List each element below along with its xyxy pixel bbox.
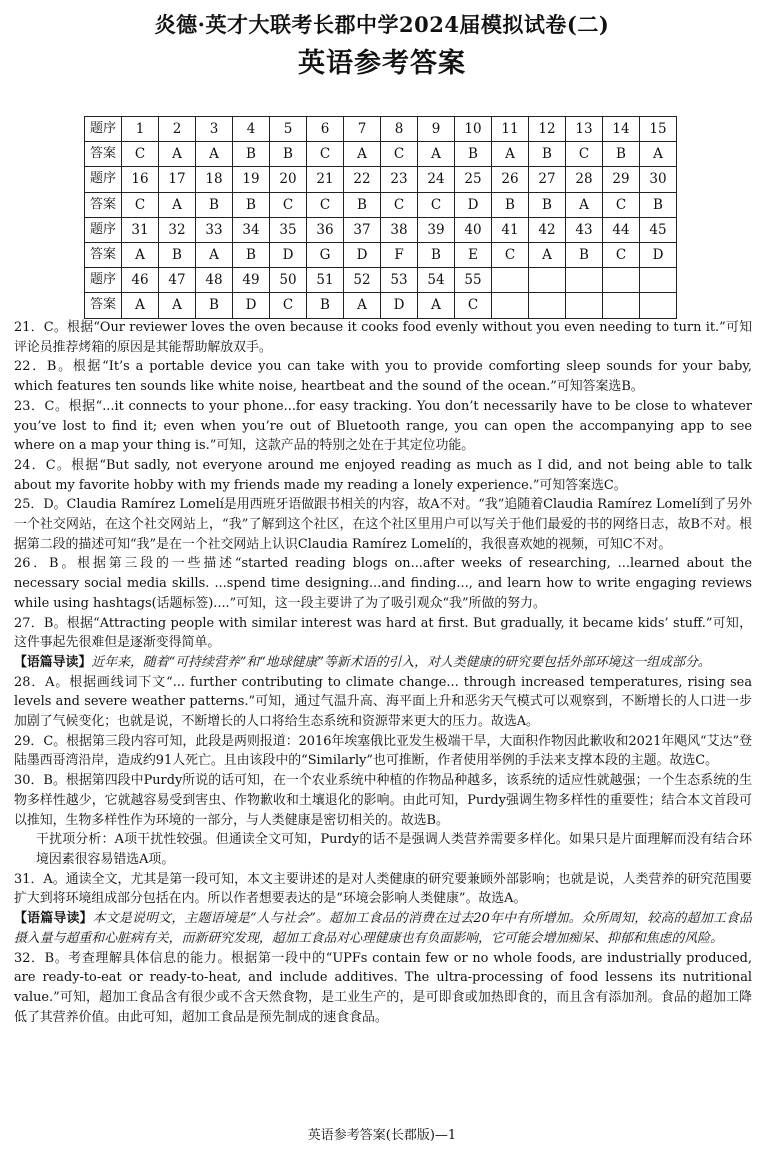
answer-cell: E bbox=[455, 242, 492, 267]
explanation-26: 26．B。根据第三段的一些描述“started reading blogs on...after weeks of researching, ...learned about the necessary social media skills. ...spend time designing...and finding..., and learn how to write engaging reviews while using hashtags(话题标签)....”可知，这一段主要讲了为了吸引观众“我”所做的努力。 bbox=[14, 556, 752, 611]
question-number-cell: 34 bbox=[233, 217, 270, 242]
answer-cell bbox=[566, 293, 603, 318]
question-number-cell: 8 bbox=[381, 117, 418, 142]
answer-cell: B bbox=[640, 192, 677, 217]
question-number-cell: 20 bbox=[270, 167, 307, 192]
question-number-cell: 2 bbox=[159, 117, 196, 142]
answer-cell: B bbox=[233, 242, 270, 267]
answer-cell: A bbox=[196, 142, 233, 167]
question-number-row bbox=[85, 217, 677, 242]
explanation-28: 28．A。根据画线词下文“... further contributing to climate change... through increased temperatures, rising sea levels and severe weather patterns.”可知，通过气温升高、海平面上升和恶劣天气模式可以观察到，不断增长的人口进一步加剧了气候变化；也就是说，不断增长的人口将给生态系统和资源带来更大的压力。故选A。 bbox=[14, 674, 752, 730]
question-number-cell: 45 bbox=[640, 217, 677, 242]
question-number-cell: 43 bbox=[566, 217, 603, 242]
explanation-32: 32．B。考查理解具体信息的能力。根据第一段中的“UPFs contain few or no whole foods, are industrially produced, are ready-to-eat or ready-to-heat, and include additives. The ultra-processing of food lessens its nutritional value.”可知，超加工食品含有很少或不含天然食物，是工业生产的，是可即食或加热即食的，而且含有添加剂。食品的超加工降低了其营养价值。由此可知，超加工食品是预先制成的速食食品。 bbox=[14, 950, 752, 1025]
question-number-row bbox=[85, 167, 677, 192]
answer-cell: C bbox=[122, 192, 159, 217]
answer-cell: A bbox=[122, 293, 159, 318]
question-number-cell: 25 bbox=[455, 167, 492, 192]
question-number-row-label: 题序 bbox=[85, 117, 122, 142]
question-number-cell: 52 bbox=[344, 268, 381, 293]
question-number-cell: 30 bbox=[640, 167, 677, 192]
guide-text: 近年来，随着“可持续营养”和“地球健康”等新术语的引入，对人类健康的研究要包括外部环境这一组成部分。 bbox=[91, 654, 711, 670]
question-number-cell: 15 bbox=[640, 117, 677, 142]
answer-cell: B bbox=[455, 142, 492, 167]
explanation-23: 23．C。根据“...it connects to your phone...for easy tracking. You don’t necessarily have to be close to whatever you’ve lost to find it; even when you’re out of Bluetooth range, you can open the accompanying app to see where on a map your thing is.”可知，这款产品的特别之处在于其定位功能。 bbox=[14, 398, 752, 454]
explanation-25: 25．D。Claudia Ramírez Lomelí是用西班牙语做跟书相关的内容，故A不对。“我”追随着Claudia Ramírez Lomelí到了另外一个社交网站，在这个社交网站上，“我”了解到这个社区，在这个社区里用户可以写关于他们最爱的书的网络日志，故B不对。根据第二段的描述可知“我”是在一个社交网站上认识Claudia Ramírez Lomelí的，我很喜欢她的视频，可知C不对。 bbox=[14, 497, 752, 552]
answer-row bbox=[85, 293, 677, 318]
explanation-22: 22．B。根据“It’s a portable device you can take with you to provide comforting sleep sounds for your baby, which features ten sounds like white noise, heartbeat and the sound of the ocean.”可知答案选B。 bbox=[14, 359, 752, 395]
answer-table bbox=[84, 116, 677, 319]
question-number-cell: 1 bbox=[122, 117, 159, 142]
question-number-cell: 41 bbox=[492, 217, 529, 242]
explanation-31: 31．A。通读全文，尤其是第一段可知，本文主要讲述的是对人类健康的研究要兼顾外部影响；也就是说，人类营养的研究范围要扩大到将环境组成部分包括在内。所以作者想要表达的是“环境会影响人类健康”。故选A。 bbox=[14, 871, 752, 907]
answer-cell bbox=[640, 293, 677, 318]
question-number-cell: 48 bbox=[196, 268, 233, 293]
answer-cell: A bbox=[418, 293, 455, 318]
answer-cell: C bbox=[270, 192, 307, 217]
question-number-row bbox=[85, 117, 677, 142]
question-number-cell: 29 bbox=[603, 167, 640, 192]
question-number-cell: 28 bbox=[566, 167, 603, 192]
explanation-29: 29．C。根据第三段内容可知，此段是两则报道：2016年埃塞俄比亚发生极端干旱，大面积作物因此歉收和2021年飓风“艾达”登陆墨西哥湾沿岸，造成约91人死亡。且由该段中的“Similarly”也可推断，作者使用举例的手法来支撑本段的主题。故选C。 bbox=[14, 733, 752, 769]
question-number-cell: 40 bbox=[455, 217, 492, 242]
answer-cell: A bbox=[159, 293, 196, 318]
question-number-cell: 5 bbox=[270, 117, 307, 142]
passage-guide-1 bbox=[14, 653, 752, 673]
question-number-cell: 51 bbox=[307, 268, 344, 293]
answer-cell: B bbox=[270, 142, 307, 167]
question-number-cell: 32 bbox=[159, 217, 196, 242]
answer-cell: C bbox=[307, 142, 344, 167]
question-number-cell: 26 bbox=[492, 167, 529, 192]
question-number-cell: 10 bbox=[455, 117, 492, 142]
answer-row-label: 答案 bbox=[85, 242, 122, 267]
answer-cell: D bbox=[640, 242, 677, 267]
question-number-cell: 27 bbox=[529, 167, 566, 192]
answer-cell: C bbox=[307, 192, 344, 217]
answer-cell: D bbox=[344, 242, 381, 267]
question-number-cell: 42 bbox=[529, 217, 566, 242]
answer-cell: A bbox=[344, 142, 381, 167]
explanation-27: 27．B。根据“Attracting people with similar interest was hard at first. But gradually, it became kids’ stuff.”可知，这件事起先很难但是逐渐变得简单。 bbox=[14, 615, 752, 651]
answer-cell: C bbox=[381, 142, 418, 167]
answer-cell: A bbox=[529, 242, 566, 267]
guide-label: 【语篇导读】 bbox=[14, 911, 93, 927]
answer-cell: B bbox=[603, 142, 640, 167]
guide-label: 【语篇导读】 bbox=[14, 654, 92, 670]
answer-cell: B bbox=[159, 242, 196, 267]
question-number-cell: 13 bbox=[566, 117, 603, 142]
explanation-24: 24．C。根据“But sadly, not everyone around me enjoyed reading as much as I did, and not being able to talk about my favorite hobby with my friends made my reading a lonely experience.”可知答案选C。 bbox=[14, 457, 752, 493]
guide-text: 本文是说明文，主题语境是“人与社会”。超加工食品的消费在过去20年中有所增加。众所周知，较高的超加工食品摄入量与超重和心脏病有关，而新研究发现，超加工食品对心理健康也有负面影响，它可能会增加痴呆、抑郁和焦虑的风险。 bbox=[14, 911, 752, 946]
question-number-row-label: 题序 bbox=[85, 167, 122, 192]
answer-cell: C bbox=[566, 142, 603, 167]
question-number-cell: 53 bbox=[381, 268, 418, 293]
answer-cell: B bbox=[344, 192, 381, 217]
question-number-cell: 24 bbox=[418, 167, 455, 192]
answer-cell: G bbox=[307, 242, 344, 267]
answer-cell: C bbox=[603, 242, 640, 267]
question-number-cell: 31 bbox=[122, 217, 159, 242]
question-number-cell: 35 bbox=[270, 217, 307, 242]
question-number-cell: 14 bbox=[603, 117, 640, 142]
question-number-cell: 19 bbox=[233, 167, 270, 192]
answer-cell: A bbox=[196, 242, 233, 267]
answer-cell: C bbox=[381, 192, 418, 217]
question-number-cell: 33 bbox=[196, 217, 233, 242]
answer-cell: C bbox=[455, 293, 492, 318]
question-number-cell: 38 bbox=[381, 217, 418, 242]
question-number-cell: 37 bbox=[344, 217, 381, 242]
question-number-cell: 18 bbox=[196, 167, 233, 192]
answer-cell: D bbox=[270, 242, 307, 267]
question-number-cell: 17 bbox=[159, 167, 196, 192]
question-number-cell bbox=[603, 268, 640, 293]
answer-cell: C bbox=[270, 293, 307, 318]
answer-cell: B bbox=[566, 242, 603, 267]
question-number-cell: 39 bbox=[418, 217, 455, 242]
question-number-cell: 6 bbox=[307, 117, 344, 142]
answer-row-label: 答案 bbox=[85, 192, 122, 217]
answer-row bbox=[85, 242, 677, 267]
answer-cell bbox=[529, 293, 566, 318]
answer-cell: A bbox=[159, 142, 196, 167]
answer-row-label: 答案 bbox=[85, 142, 122, 167]
question-number-cell: 54 bbox=[418, 268, 455, 293]
answer-cell: B bbox=[492, 192, 529, 217]
question-number-cell: 46 bbox=[122, 268, 159, 293]
answer-cell: B bbox=[529, 192, 566, 217]
answer-cell: C bbox=[603, 192, 640, 217]
explanation-30: 30．B。根据第四段中Purdy所说的话可知，在一个农业系统中种植的作物品种越多，该系统的适应性就越强；一个生态系统的生物多样性越少，它就越容易受到害虫、作物歉收和土壤退化的影响。由此可知，Purdy强调生物多样性的重要性；结合本文首段可以推知，生物多样性作为环境的一部分，与人类健康是密切相关的。故选B。 bbox=[14, 773, 752, 828]
answer-cell: B bbox=[196, 192, 233, 217]
question-number-cell bbox=[566, 268, 603, 293]
answer-cell: D bbox=[233, 293, 270, 318]
answer-cell: A bbox=[492, 142, 529, 167]
answer-cell bbox=[603, 293, 640, 318]
page-footer: 英语参考答案(长郡版)—1 bbox=[307, 1128, 457, 1143]
answer-cell: A bbox=[122, 242, 159, 267]
question-number-cell bbox=[492, 268, 529, 293]
answer-cell: D bbox=[455, 192, 492, 217]
question-number-cell: 16 bbox=[122, 167, 159, 192]
question-number-cell: 50 bbox=[270, 268, 307, 293]
answer-cell: A bbox=[640, 142, 677, 167]
exam-title: 炎德·英才大联考长郡中学2024届模拟试卷(二) bbox=[154, 12, 610, 37]
question-number-cell: 4 bbox=[233, 117, 270, 142]
answer-cell: A bbox=[344, 293, 381, 318]
explanation-30-distractor: 干扰项分析：A项干扰性较强。但通读全文可知，Purdy的话不是强调人类营养需要多样化。如果只是片面理解而没有结合环境因素很容易错选A项。 bbox=[36, 832, 752, 867]
passage-guide-2 bbox=[14, 909, 752, 948]
question-number-row bbox=[85, 268, 677, 293]
page-subtitle: 英语参考答案 bbox=[298, 48, 466, 79]
question-number-cell: 9 bbox=[418, 117, 455, 142]
question-number-cell: 23 bbox=[381, 167, 418, 192]
question-number-cell: 22 bbox=[344, 167, 381, 192]
explanations bbox=[14, 318, 752, 1027]
question-number-cell: 3 bbox=[196, 117, 233, 142]
answer-cell: B bbox=[196, 293, 233, 318]
question-number-cell: 36 bbox=[307, 217, 344, 242]
answer-row bbox=[85, 192, 677, 217]
answer-cell: F bbox=[381, 242, 418, 267]
explanation-21: 21．C。根据“Our reviewer loves the oven because it cooks food evenly without you even needing to turn it.”可知评论员推荐烤箱的原因是其能帮助解放双手。 bbox=[14, 320, 752, 355]
answer-cell bbox=[492, 293, 529, 318]
question-number-cell bbox=[529, 268, 566, 293]
answer-cell: B bbox=[529, 142, 566, 167]
question-number-cell bbox=[640, 268, 677, 293]
answer-cell: C bbox=[418, 192, 455, 217]
answer-cell: D bbox=[381, 293, 418, 318]
question-number-cell: 47 bbox=[159, 268, 196, 293]
answer-row bbox=[85, 142, 677, 167]
answer-cell: A bbox=[418, 142, 455, 167]
answer-cell: B bbox=[233, 142, 270, 167]
answer-cell: B bbox=[233, 192, 270, 217]
question-number-cell: 11 bbox=[492, 117, 529, 142]
question-number-cell: 44 bbox=[603, 217, 640, 242]
answer-row-label: 答案 bbox=[85, 293, 122, 318]
answer-cell: C bbox=[492, 242, 529, 267]
header bbox=[0, 8, 764, 84]
answer-cell: B bbox=[418, 242, 455, 267]
answer-cell: A bbox=[566, 192, 603, 217]
question-number-cell: 55 bbox=[455, 268, 492, 293]
question-number-cell: 49 bbox=[233, 268, 270, 293]
question-number-cell: 7 bbox=[344, 117, 381, 142]
question-number-row-label: 题序 bbox=[85, 268, 122, 293]
question-number-cell: 12 bbox=[529, 117, 566, 142]
question-number-row-label: 题序 bbox=[85, 217, 122, 242]
answer-cell: B bbox=[307, 293, 344, 318]
answer-cell: C bbox=[122, 142, 159, 167]
question-number-cell: 21 bbox=[307, 167, 344, 192]
answer-cell: A bbox=[159, 192, 196, 217]
